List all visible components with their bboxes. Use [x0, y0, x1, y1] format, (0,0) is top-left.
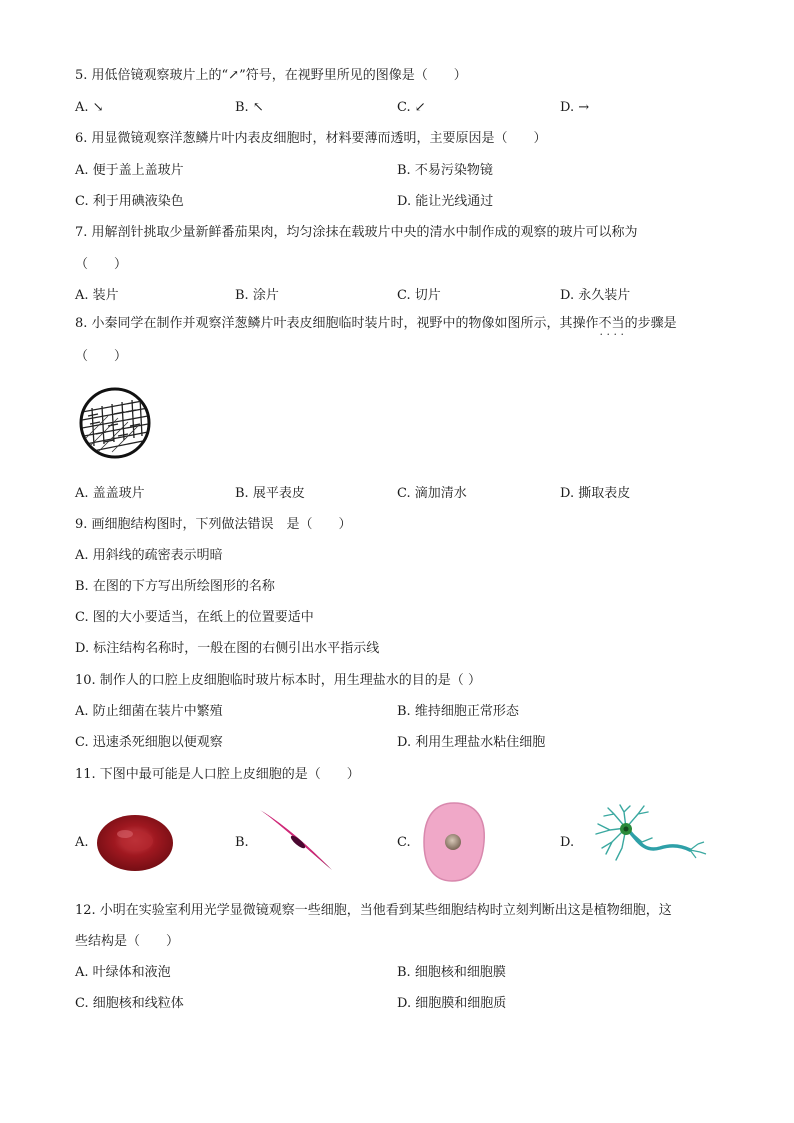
q12-option-c: C. 细胞核和线粒体: [75, 996, 184, 1011]
q9-stem: 9. 画细胞结构图时，下列做法错误 是（ ）: [75, 517, 352, 532]
q5-stem: 5. 用低倍镜观察玻片上的“↗”符号，在视野里所见的图像是（ ）: [75, 68, 467, 83]
q9-option-d: D. 标注结构名称时，一般在图的右侧引出水平指示线: [75, 641, 380, 656]
q10-stem: 10. 制作人的口腔上皮细胞临时玻片标本时，用生理盐水的目的是（ ）: [75, 673, 481, 688]
q8-stem-before: 8. 小秦同学在制作并观察洋葱鳞片叶表皮细胞临时装片时，视野中的物像如图所示，其操作: [75, 316, 599, 331]
q11-option-b: B.: [235, 835, 249, 850]
q8-option-b: B. 展平表皮: [235, 486, 305, 501]
q6-option-c: C. 利于用碘液染色: [75, 194, 184, 209]
q8-stem: [75, 316, 677, 332]
epithelial-cell-icon: [420, 800, 488, 884]
red-blood-cell-icon: [95, 812, 175, 874]
q8-stem-cont: （ ）: [75, 349, 128, 364]
q12-option-d: D. 细胞膜和细胞质: [397, 996, 507, 1011]
q6-option-b: B. 不易污染物镜: [397, 163, 493, 178]
q7-option-a: A. 装片: [75, 288, 119, 303]
q11-option-d: D.: [560, 835, 575, 850]
q7-option-b: B. 涂片: [235, 288, 279, 303]
q9-option-b: B. 在图的下方写出所绘图形的名称: [75, 579, 275, 594]
q10-option-b: B. 维持细胞正常形态: [397, 704, 519, 719]
q12-stem: 12. 小明在实验室利用光学显微镜观察一些细胞，当他看到某些细胞结构时立刻判断出这是植物细胞，这: [75, 903, 672, 918]
q12-option-b: B. 细胞核和细胞膜: [397, 965, 506, 980]
q8-stem-after: 的步骤是: [624, 316, 677, 331]
q11-option-c: C.: [397, 835, 411, 850]
q8-option-d: D. 撕取表皮: [560, 486, 631, 501]
onion-cell-field-of-view-icon: [78, 386, 152, 460]
q8-option-a: A. 盖盖玻片: [75, 486, 145, 501]
q9-option-a: A. 用斜线的疏密表示明暗: [75, 548, 223, 563]
q7-option-d: D. 永久装片: [560, 288, 631, 303]
q6-option-a: A. 便于盖上盖玻片: [75, 163, 184, 178]
neuron-icon: [586, 802, 710, 866]
q7-stem: 7. 用解剖针挑取少量新鲜番茄果肉，均匀涂抹在载玻片中央的清水中制作成的观察的玻片可以称为: [75, 225, 638, 240]
q5-option-a: A. ↘: [75, 100, 104, 115]
q11-option-a: A.: [75, 835, 89, 850]
q11-stem: 11. 下图中最可能是人口腔上皮细胞的是（ ）: [75, 767, 360, 782]
q6-option-d: D. 能让光线通过: [397, 194, 494, 209]
q12-stem-cont: 些结构是（ ）: [75, 934, 180, 949]
q10-option-a: A. 防止细菌在装片中繁殖: [75, 704, 223, 719]
smooth-muscle-cell-icon: [256, 806, 336, 874]
q8-option-c: C. 滴加清水: [397, 486, 467, 501]
q6-stem: 6. 用显微镜观察洋葱鳞片叶内表皮细胞时，材料要薄而透明，主要原因是（ ）: [75, 131, 547, 146]
q10-option-c: C. 迅速杀死细胞以便观察: [75, 735, 223, 750]
q5-option-b: B. ↖: [235, 100, 264, 115]
q12-option-a: A. 叶绿体和液泡: [75, 965, 171, 980]
q5-option-c: C. ↙: [397, 100, 426, 115]
q5-option-d: D. →: [560, 100, 590, 115]
q7-stem-cont: （ ）: [75, 257, 128, 272]
q8-stem-emphasis: 不当 · ·: [599, 316, 625, 331]
q10-option-d: D. 利用生理盐水粘住细胞: [397, 735, 546, 750]
q9-option-c: C. 图的大小要适当，在纸上的位置要适中: [75, 610, 314, 625]
q7-option-c: C. 切片: [397, 288, 441, 303]
